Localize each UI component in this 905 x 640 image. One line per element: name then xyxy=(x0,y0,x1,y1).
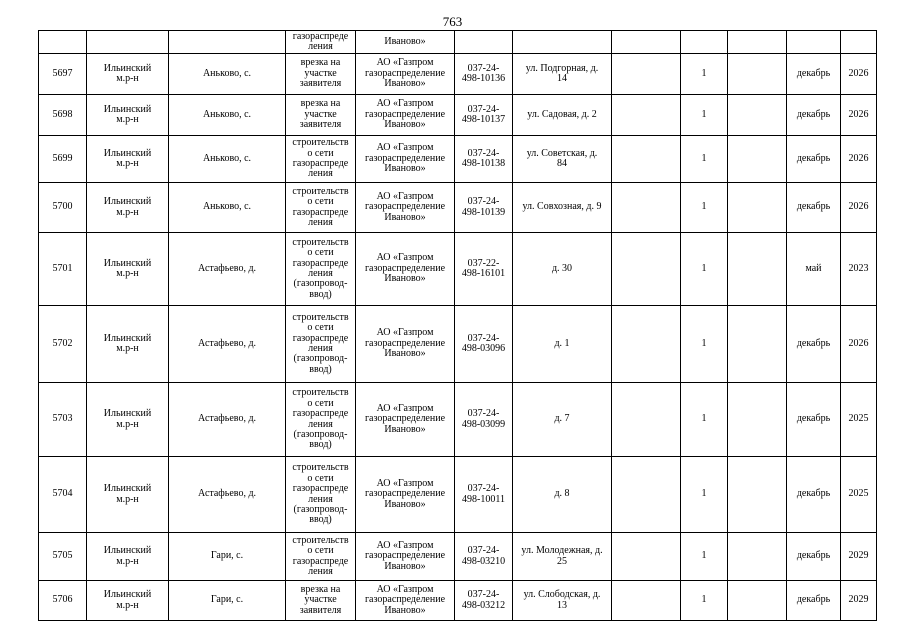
cell-project-code xyxy=(455,581,513,621)
cell-empty xyxy=(39,31,87,54)
cell-month xyxy=(787,457,841,533)
cell-district xyxy=(87,533,169,581)
address-text: ул. Совхозная, д. 9 xyxy=(522,201,602,213)
cell-address xyxy=(513,383,612,457)
project-code-text: 037-24- 498-10139 xyxy=(461,196,506,218)
cell-empty xyxy=(87,31,169,54)
work-type-text: строительств о сети газораспреде ления (газопровод- ввод) xyxy=(292,462,349,526)
month-text: декабрь xyxy=(796,108,831,120)
cell-locality xyxy=(169,95,286,136)
organization-text: АО «Газпром газораспределение Иваново» xyxy=(364,402,446,435)
cell-row-number xyxy=(39,233,87,306)
year-text: 2026 xyxy=(848,152,869,164)
cell-empty xyxy=(612,457,681,533)
cell-quantity xyxy=(681,183,728,233)
cell-locality xyxy=(169,581,286,621)
project-code-text: 037-24- 498-10011 xyxy=(462,483,505,505)
month-text: декабрь xyxy=(796,488,831,500)
cell-address xyxy=(513,183,612,233)
cell-empty xyxy=(728,383,787,457)
cell-row-number xyxy=(39,306,87,383)
table-row xyxy=(39,581,877,621)
cell-row-number xyxy=(39,136,87,183)
cell-empty xyxy=(787,31,841,54)
month-text: декабрь xyxy=(796,594,831,606)
row-number-text: 5705 xyxy=(52,550,73,562)
cell-empty xyxy=(612,581,681,621)
cell-year xyxy=(841,581,877,621)
year-text: 2029 xyxy=(848,594,869,606)
locality-text: Аньково, с. xyxy=(202,201,252,213)
page-number: 763 xyxy=(442,14,463,29)
cell-month xyxy=(787,533,841,581)
row-number-text: 5704 xyxy=(52,488,73,500)
cell-empty xyxy=(728,136,787,183)
work-type-text: строительств о сети газораспреде ления (газопровод- ввод) xyxy=(292,311,349,375)
organization-text: АО «Газпром газораспределение Иваново» xyxy=(364,583,446,616)
cell-project-code xyxy=(455,383,513,457)
cell-row-number xyxy=(39,183,87,233)
cell-year xyxy=(841,136,877,183)
address-text: д. 8 xyxy=(554,488,570,500)
locality-text: Астафьево, д. xyxy=(197,413,257,425)
organization-text: АО «Газпром газораспределение Иваново» xyxy=(364,327,446,360)
cell-empty xyxy=(612,183,681,233)
cell-locality xyxy=(169,306,286,383)
cell-quantity xyxy=(681,136,728,183)
cell-month xyxy=(787,183,841,233)
month-text: май xyxy=(805,262,822,274)
cell-address xyxy=(513,306,612,383)
cell-organization xyxy=(356,31,455,54)
district-text: Ильинский м.р-н xyxy=(103,103,152,125)
work-type-text: врезка на участке заявителя xyxy=(299,98,342,131)
cell-year xyxy=(841,383,877,457)
district-text: Ильинский м.р-н xyxy=(103,147,152,169)
organization-text: АО «Газпром газораспределение Иваново» xyxy=(364,190,446,223)
project-code-text: 037-24- 498-03096 xyxy=(461,332,506,354)
cell-organization xyxy=(356,183,455,233)
cell-quantity xyxy=(681,457,728,533)
cell-project-code xyxy=(455,183,513,233)
cell-year xyxy=(841,95,877,136)
cell-empty xyxy=(728,183,787,233)
cell-month xyxy=(787,136,841,183)
cell-organization xyxy=(356,233,455,306)
cell-empty xyxy=(728,31,787,54)
cell-district xyxy=(87,383,169,457)
project-code-text: 037-24- 498-10136 xyxy=(461,62,506,84)
cell-locality xyxy=(169,233,286,306)
address-text: д. 30 xyxy=(551,262,573,274)
cell-organization xyxy=(356,136,455,183)
locality-text: Аньково, с. xyxy=(202,152,252,164)
quantity-text: 1 xyxy=(701,152,707,164)
cell-empty xyxy=(612,54,681,95)
month-text: декабрь xyxy=(796,337,831,349)
cell-project-code xyxy=(455,533,513,581)
district-text: Ильинский м.р-н xyxy=(103,545,152,567)
cell-address xyxy=(513,136,612,183)
cell-project-code xyxy=(455,233,513,306)
cell-row-number xyxy=(39,95,87,136)
cell-row-number xyxy=(39,581,87,621)
row-number-text: 5702 xyxy=(52,337,73,349)
address-text: ул. Слободская, д. 13 xyxy=(523,589,601,611)
year-text: 2026 xyxy=(848,337,869,349)
cell-address xyxy=(513,581,612,621)
cell-quantity xyxy=(681,581,728,621)
cell-work-type xyxy=(286,233,356,306)
organization-text: АО «Газпром газораспределение Иваново» xyxy=(364,57,446,90)
year-text: 2029 xyxy=(848,550,869,562)
cell-row-number xyxy=(39,533,87,581)
project-code-text: 037-24- 498-03210 xyxy=(461,545,506,567)
cell-empty xyxy=(681,31,728,54)
table-row xyxy=(39,383,877,457)
cell-address xyxy=(513,54,612,95)
cell-empty xyxy=(612,306,681,383)
cell-district xyxy=(87,233,169,306)
cell-work-type xyxy=(286,31,356,54)
cell-empty xyxy=(612,95,681,136)
cell-work-type xyxy=(286,581,356,621)
cell-work-type xyxy=(286,136,356,183)
quantity-text: 1 xyxy=(701,550,707,562)
work-type-text: врезка на участке заявителя xyxy=(299,583,342,616)
project-code-text: 037-24- 498-10138 xyxy=(461,147,506,169)
locality-text: Аньково, с. xyxy=(202,67,252,79)
cell-row-number xyxy=(39,383,87,457)
cell-organization xyxy=(356,54,455,95)
cell-organization xyxy=(356,533,455,581)
cell-year xyxy=(841,306,877,383)
district-text: Ильинский м.р-н xyxy=(103,589,152,611)
address-text: д. 7 xyxy=(554,413,570,425)
table-row xyxy=(39,533,877,581)
organization-text: АО «Газпром газораспределение Иваново» xyxy=(364,142,446,175)
table-row xyxy=(39,136,877,183)
address-text: ул. Подгорная, д. 14 xyxy=(525,62,599,84)
cell-district xyxy=(87,457,169,533)
cell-address xyxy=(513,533,612,581)
cell-locality xyxy=(169,183,286,233)
row-number-text: 5706 xyxy=(52,594,73,606)
cell-year xyxy=(841,183,877,233)
cell-empty xyxy=(455,31,513,54)
address-text: ул. Садовая, д. 2 xyxy=(527,108,597,120)
project-code-text: 037-22- 498-16101 xyxy=(461,257,506,279)
cell-quantity xyxy=(681,533,728,581)
cell-month xyxy=(787,581,841,621)
quantity-text: 1 xyxy=(701,413,707,425)
cell-empty xyxy=(728,306,787,383)
row-number-text: 5699 xyxy=(52,152,73,164)
cell-quantity xyxy=(681,383,728,457)
locality-text: Аньково, с. xyxy=(202,108,252,120)
cell-empty xyxy=(612,136,681,183)
cell-district xyxy=(87,183,169,233)
cell-district xyxy=(87,306,169,383)
month-text: декабрь xyxy=(796,413,831,425)
cell-year xyxy=(841,233,877,306)
cell-year xyxy=(841,457,877,533)
row-number-text: 5703 xyxy=(52,413,73,425)
cell-organization xyxy=(356,95,455,136)
organization-text: АО «Газпром газораспределение Иваново» xyxy=(364,252,446,285)
work-type-text: строительств о сети газораспреде ления xyxy=(292,137,349,180)
cell-project-code xyxy=(455,457,513,533)
cell-row-number xyxy=(39,54,87,95)
cell-month xyxy=(787,95,841,136)
cell-quantity xyxy=(681,95,728,136)
month-text: декабрь xyxy=(796,152,831,164)
locality-text: Гари, с. xyxy=(210,550,244,562)
year-text: 2026 xyxy=(848,201,869,213)
cell-empty xyxy=(728,95,787,136)
organization-text: АО «Газпром газораспределение Иваново» xyxy=(364,477,446,510)
table-row xyxy=(39,95,877,136)
locality-text: Астафьево, д. xyxy=(197,262,257,274)
quantity-text: 1 xyxy=(701,262,707,274)
table-row xyxy=(39,233,877,306)
cell-empty xyxy=(728,54,787,95)
year-text: 2026 xyxy=(848,108,869,120)
cell-empty xyxy=(612,31,681,54)
cell-project-code xyxy=(455,136,513,183)
district-text: Ильинский м.р-н xyxy=(103,332,152,354)
cell-quantity xyxy=(681,54,728,95)
row-number-text: 5701 xyxy=(52,262,73,274)
month-text: декабрь xyxy=(796,67,831,79)
project-code-text: 037-24- 498-03212 xyxy=(461,589,506,611)
cell-address xyxy=(513,95,612,136)
project-code-text: 037-24- 498-03099 xyxy=(461,408,506,430)
quantity-text: 1 xyxy=(701,337,707,349)
table-row-continued xyxy=(39,31,877,54)
cell-district xyxy=(87,95,169,136)
cell-empty xyxy=(612,233,681,306)
table-row xyxy=(39,457,877,533)
cell-organization xyxy=(356,383,455,457)
cell-work-type xyxy=(286,54,356,95)
organization-text: Иваново» xyxy=(384,35,426,47)
cell-empty xyxy=(841,31,877,54)
month-text: декабрь xyxy=(796,550,831,562)
cell-work-type xyxy=(286,383,356,457)
year-text: 2025 xyxy=(848,488,869,500)
cell-empty xyxy=(728,457,787,533)
cell-address xyxy=(513,457,612,533)
cell-locality xyxy=(169,533,286,581)
year-text: 2025 xyxy=(848,413,869,425)
cell-month xyxy=(787,306,841,383)
cell-district xyxy=(87,54,169,95)
district-text: Ильинский м.р-н xyxy=(103,196,152,218)
cell-organization xyxy=(356,306,455,383)
organization-text: АО «Газпром газораспределение Иваново» xyxy=(364,539,446,572)
cell-empty xyxy=(728,533,787,581)
cell-project-code xyxy=(455,306,513,383)
cell-empty xyxy=(169,31,286,54)
quantity-text: 1 xyxy=(701,67,707,79)
quantity-text: 1 xyxy=(701,488,707,500)
work-type-text: строительств о сети газораспреде ления xyxy=(292,185,349,228)
quantity-text: 1 xyxy=(701,594,707,606)
cell-locality xyxy=(169,457,286,533)
district-text: Ильинский м.р-н xyxy=(103,62,152,84)
district-text: Ильинский м.р-н xyxy=(103,408,152,430)
address-text: ул. Советская, д. 84 xyxy=(526,147,598,169)
cell-empty xyxy=(728,233,787,306)
row-number-text: 5700 xyxy=(52,201,73,213)
cell-locality xyxy=(169,54,286,95)
locality-text: Астафьево, д. xyxy=(197,337,257,349)
cell-work-type xyxy=(286,95,356,136)
table-row xyxy=(39,183,877,233)
locality-text: Гари, с. xyxy=(210,594,244,606)
gas-connection-table xyxy=(38,30,877,621)
cell-empty xyxy=(612,533,681,581)
cell-month xyxy=(787,54,841,95)
cell-address xyxy=(513,233,612,306)
cell-empty xyxy=(728,581,787,621)
year-text: 2023 xyxy=(848,262,869,274)
cell-empty xyxy=(513,31,612,54)
year-text: 2026 xyxy=(848,67,869,79)
cell-quantity xyxy=(681,233,728,306)
cell-month xyxy=(787,233,841,306)
cell-empty xyxy=(612,383,681,457)
cell-row-number xyxy=(39,457,87,533)
quantity-text: 1 xyxy=(701,108,707,120)
locality-text: Астафьево, д. xyxy=(197,488,257,500)
row-number-text: 5697 xyxy=(52,67,73,79)
work-type-text: строительств о сети газораспреде ления (газопровод- ввод) xyxy=(292,387,349,451)
organization-text: АО «Газпром газораспределение Иваново» xyxy=(364,98,446,131)
cell-district xyxy=(87,581,169,621)
cell-organization xyxy=(356,581,455,621)
cell-organization xyxy=(356,457,455,533)
quantity-text: 1 xyxy=(701,201,707,213)
project-code-text: 037-24- 498-10137 xyxy=(461,103,506,125)
address-text: ул. Молодежная, д. 25 xyxy=(521,545,603,567)
work-type-text: строительств о сети газораспреде ления (газопровод- ввод) xyxy=(292,236,349,300)
cell-locality xyxy=(169,383,286,457)
cell-district xyxy=(87,136,169,183)
table-row xyxy=(39,306,877,383)
cell-month xyxy=(787,383,841,457)
work-type-text: врезка на участке заявителя xyxy=(299,57,342,90)
cell-quantity xyxy=(681,306,728,383)
row-number-text: 5698 xyxy=(52,108,73,120)
cell-locality xyxy=(169,136,286,183)
work-type-text: строительств о сети газораспреде ления xyxy=(292,534,349,577)
cell-project-code xyxy=(455,95,513,136)
table-row xyxy=(39,54,877,95)
month-text: декабрь xyxy=(796,201,831,213)
cell-year xyxy=(841,533,877,581)
cell-year xyxy=(841,54,877,95)
cell-work-type xyxy=(286,533,356,581)
cell-work-type xyxy=(286,306,356,383)
district-text: Ильинский м.р-н xyxy=(103,257,152,279)
cell-project-code xyxy=(455,54,513,95)
cell-work-type xyxy=(286,183,356,233)
cell-work-type xyxy=(286,457,356,533)
district-text: Ильинский м.р-н xyxy=(103,483,152,505)
work-type-text: газораспреде ления xyxy=(292,30,349,52)
address-text: д. 1 xyxy=(554,337,570,349)
